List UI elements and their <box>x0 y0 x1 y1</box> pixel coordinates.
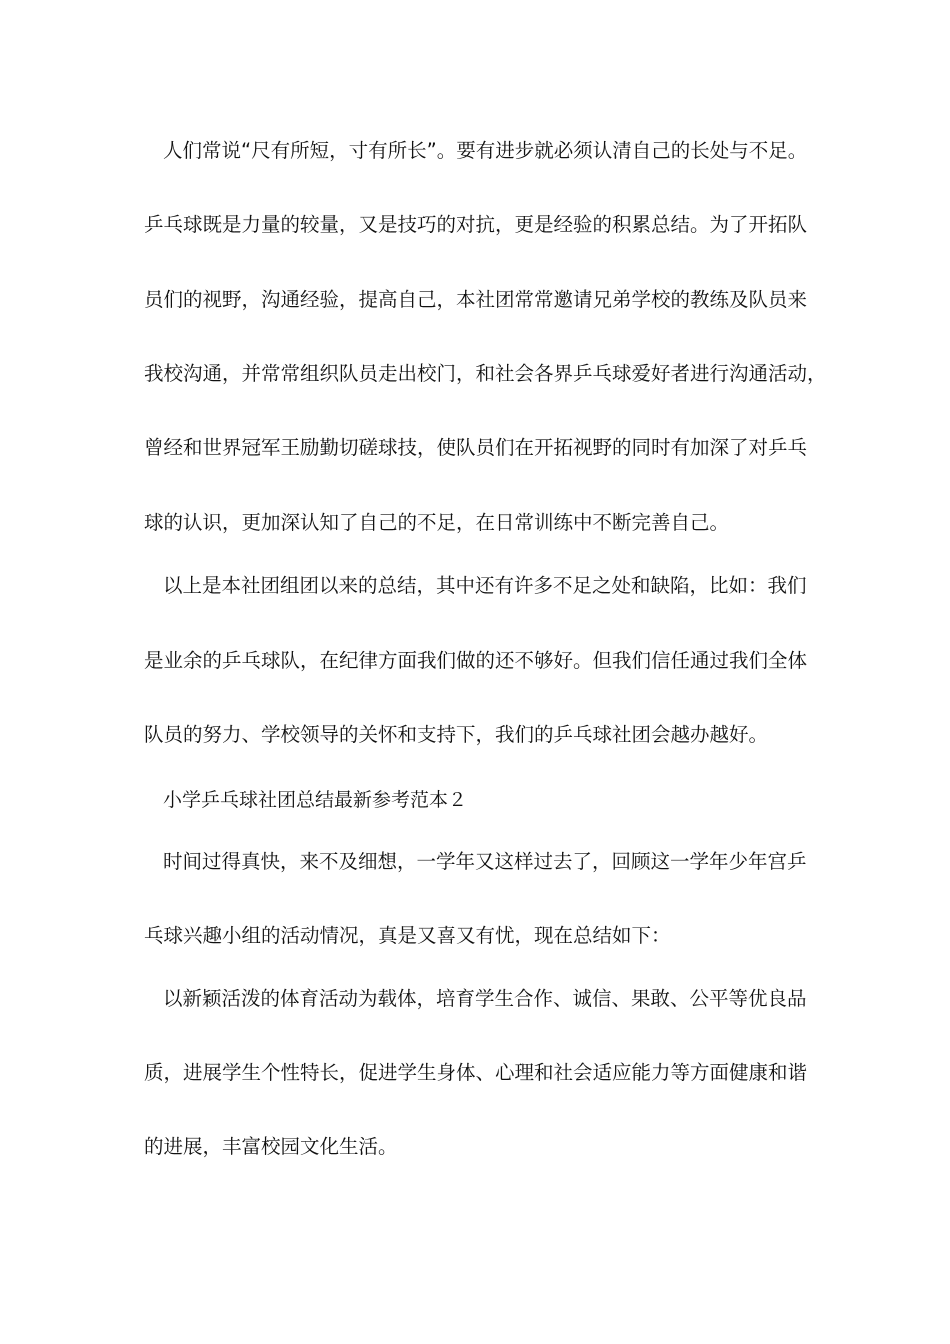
paragraph-1-line-1: 人们常说“尺有所短，寸有所长”。要有进步就必须认清自己的长处与不足。 <box>163 139 808 162</box>
paragraph-4-line-1: 以新颖活泼的体育活动为载体，培育学生合作、诚信、果敢、公平等优良品 <box>163 987 807 1010</box>
paragraph-2-line-2: 是业余的乒乓球队，在纪律方面我们做的还不够好。但我们信任通过我们全体 <box>144 649 808 672</box>
paragraph-4-line-3: 的进展，丰富校园文化生活。 <box>144 1135 398 1158</box>
paragraph-1-line-5: 曾经和世界冠军王励勤切磋球技，使队员们在开拓视野的同时有加深了对乒乓 <box>144 436 808 459</box>
paragraph-3-line-2: 乓球兴趣小组的活动情况，真是又喜又有忧，现在总结如下： <box>144 924 671 947</box>
paragraph-1-line-2: 乒乓球既是力量的较量，又是技巧的对抗，更是经验的积累总结。为了开拓队 <box>144 213 808 236</box>
paragraph-2-line-3: 队员的努力、学校领导的关怀和支持下，我们的乒乓球社团会越办越好。 <box>144 723 769 746</box>
paragraph-3-line-1: 时间过得真快，来不及细想，一学年又这样过去了，回顾这一学年少年宫乒 <box>163 850 807 873</box>
section-heading: 小学乒乓球社团总结最新参考范本２ <box>163 789 468 811</box>
paragraph-1-line-4: 我校沟通，并常常组织队员走出校门，和社会各界乒乓球爱好者进行沟通活动， <box>144 362 827 385</box>
paragraph-2-line-1: 以上是本社团组团以来的总结，其中还有许多不足之处和缺陷，比如：我们 <box>163 574 807 597</box>
paragraph-1-line-3: 员们的视野，沟通经验，提高自己，本社团常常邀请兄弟学校的教练及队员来 <box>144 288 808 311</box>
paragraph-1-line-6: 球的认识，更加深认知了自己的不足，在日常训练中不断完善自己。 <box>144 511 730 534</box>
paragraph-4-line-2: 质，进展学生个性特长，促进学生身体、心理和社会适应能力等方面健康和谐 <box>144 1061 808 1084</box>
